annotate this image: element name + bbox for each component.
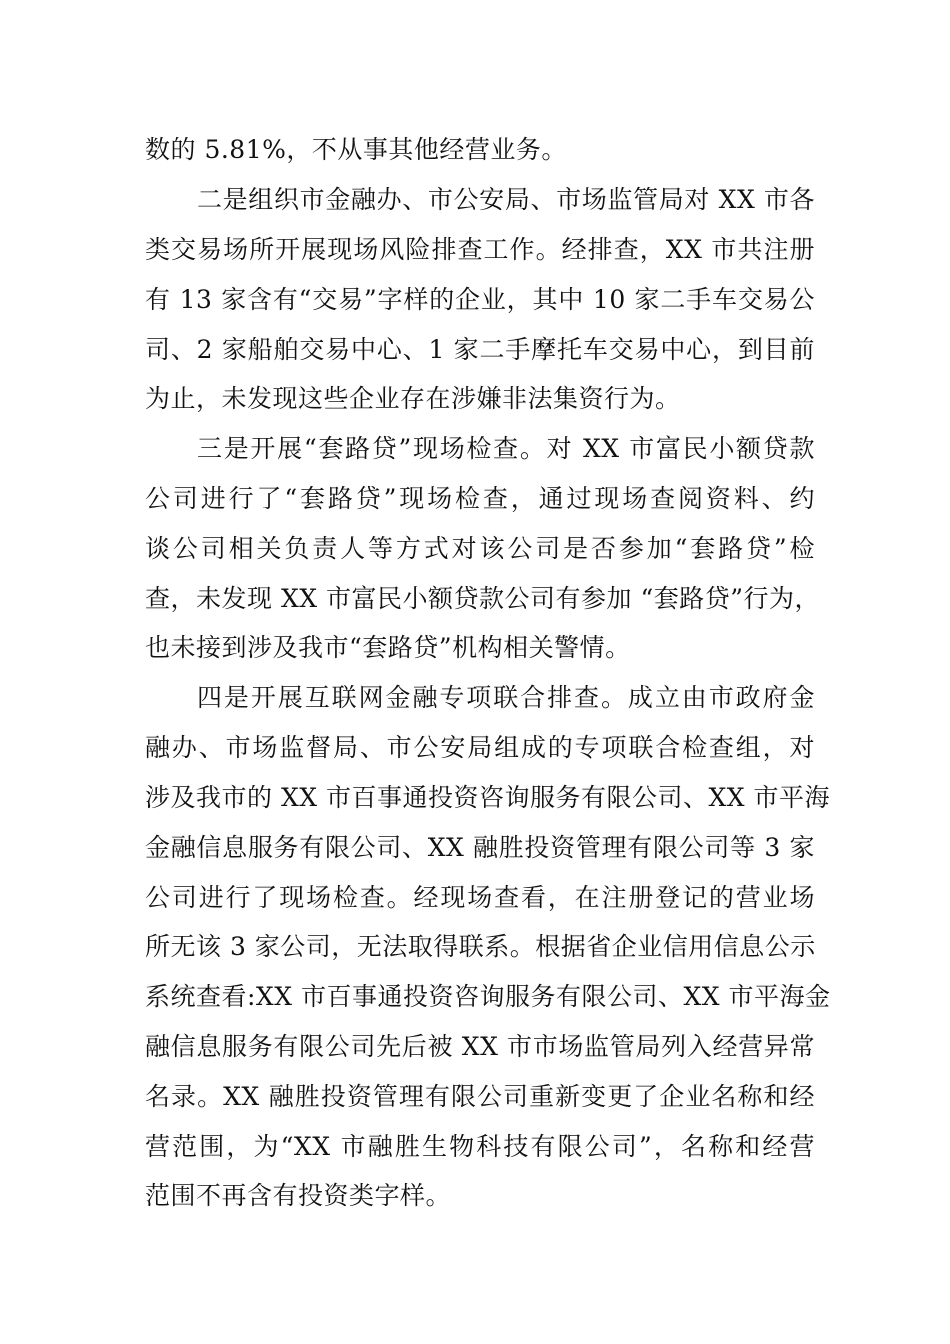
text-line: 名录。XX 融胜投资管理有限公司重新变更了企业名称和经 [145,1082,815,1111]
text-line: 范围不再含有投资类字样。 [145,1181,452,1210]
text-line: 营范围，为“XX 市融胜生物科技有限公司”，名称和经营 [145,1132,815,1161]
text-line: 有 13 家含有“交易”字样的企业，其中 10 家二手车交易公 [145,285,815,314]
text-line: 涉及我市的 XX 市百事通投资咨询服务有限公司、XX 市平海 [145,783,831,812]
text-line: 类交易场所开展现场风险排查工作。经排查，XX 市共注册 [145,235,815,264]
text-line: 融信息服务有限公司先后被 XX 市市场监管局列入经营异常 [145,1032,815,1061]
text-line: 查，未发现 XX 市富民小额贷款公司有参加 “套路贷”行为， [145,584,820,613]
text-line: 谈公司相关负责人等方式对该公司是否参加“套路贷”检 [145,534,815,563]
paragraph-first-line: 二是组织市金融办、市公安局、市场监管局对 XX 市各 [197,185,815,214]
text-line: 公司进行了“套路贷”现场检查，通过现场查阅资料、约 [145,484,815,513]
text-line: 司、2 家船舶交易中心、1 家二手摩托车交易中心，到目前 [145,335,815,364]
text-line: 所无该 3 家公司，无法取得联系。根据省企业信用信息公示 [145,932,816,961]
text-line: 数的 5.81%，不从事其他经营业务。 [145,135,567,164]
text-line: 也未接到涉及我市“套路贷”机构相关警情。 [145,633,631,662]
text-line: 为止，未发现这些企业存在涉嫌非法集资行为。 [145,384,681,413]
text-line: 公司进行了现场检查。经现场查看，在注册登记的营业场 [145,883,815,912]
text-line: 系统查看:XX 市百事通投资咨询服务有限公司、XX 市平海金 [145,982,831,1011]
paragraph-first-line: 四是开展互联网金融专项联合排查。成立由市政府金 [197,683,815,712]
paragraph-first-line: 三是开展“套路贷”现场检查。对 XX 市富民小额贷款 [197,434,815,463]
text-line: 金融信息服务有限公司、XX 融胜投资管理有限公司等 3 家 [145,833,815,862]
text-line: 融办、市场监督局、市公安局组成的专项联合检查组，对 [145,733,815,762]
